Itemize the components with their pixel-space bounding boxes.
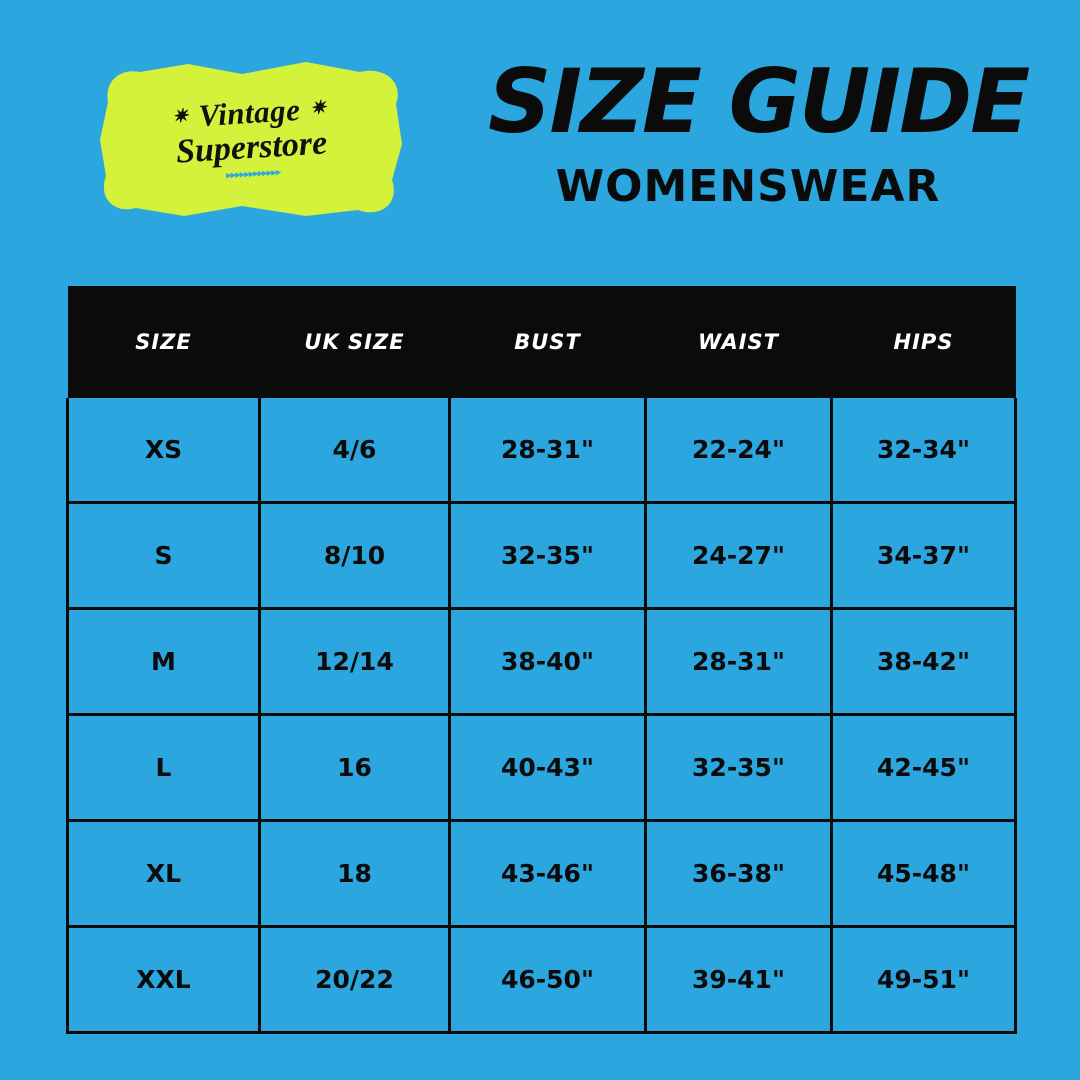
cell-uk: 8/10 [260,503,450,609]
column-header-waist: WAIST [646,286,832,398]
table-row [68,609,1016,715]
cell-hips: 49-51" [832,927,1016,1033]
cell-size: XL [68,821,260,927]
cell-waist: 32-35" [646,715,832,821]
cell-bust: 38-40" [450,609,646,715]
table-header-row [68,286,1016,398]
cell-uk: 12/14 [260,609,450,715]
table-row [68,715,1016,821]
cell-size: S [68,503,260,609]
table-row [68,927,1016,1033]
page-subtitle: WOMENSWEAR [555,160,941,212]
star-icon-right: ✷ [309,97,328,119]
cell-waist: 39-41" [646,927,832,1033]
cell-hips: 34-37" [832,503,1016,609]
column-header-bust: BUST [450,286,646,398]
cell-size: XS [68,398,260,503]
cell-bust: 28-31" [450,398,646,503]
table-header [68,286,1016,398]
table-row [68,503,1016,609]
cell-size: L [68,715,260,821]
column-header-uk-size: UK SIZE [260,286,450,398]
cell-bust: 46-50" [450,927,646,1033]
cell-uk: 18 [260,821,450,927]
cell-uk: 20/22 [260,927,450,1033]
cell-waist: 28-31" [646,609,832,715]
cell-bust: 32-35" [450,503,646,609]
column-header-size: SIZE [68,286,260,398]
cell-uk: 4/6 [260,398,450,503]
arrow-strip-icon: ▸▸▸▸▸▸▸▸▸▸▸▸ [225,165,281,182]
cell-hips: 42-45" [832,715,1016,821]
cell-size: XXL [68,927,260,1033]
cell-waist: 24-27" [646,503,832,609]
cell-waist: 36-38" [646,821,832,927]
brand-name-vintage: Vintage [197,91,302,133]
cell-hips: 38-42" [832,609,1016,715]
cell-bust: 43-46" [450,821,646,927]
cell-hips: 32-34" [832,398,1016,503]
column-header-hips: HIPS [832,286,1016,398]
table-body [68,398,1016,1033]
header-block [488,50,1029,212]
cell-uk: 16 [260,715,450,821]
table-row [68,821,1016,927]
brand-logo-badge [92,58,410,218]
cell-bust: 40-43" [450,715,646,821]
brand-name-superstore: Superstore [174,124,329,171]
star-icon-left: ✷ [171,105,190,128]
cell-size: M [68,609,260,715]
cell-waist: 22-24" [646,398,832,503]
table-row [68,398,1016,503]
size-guide-table [66,286,1017,1034]
page-title: SIZE GUIDE [488,50,1029,153]
cell-hips: 45-48" [832,821,1016,927]
